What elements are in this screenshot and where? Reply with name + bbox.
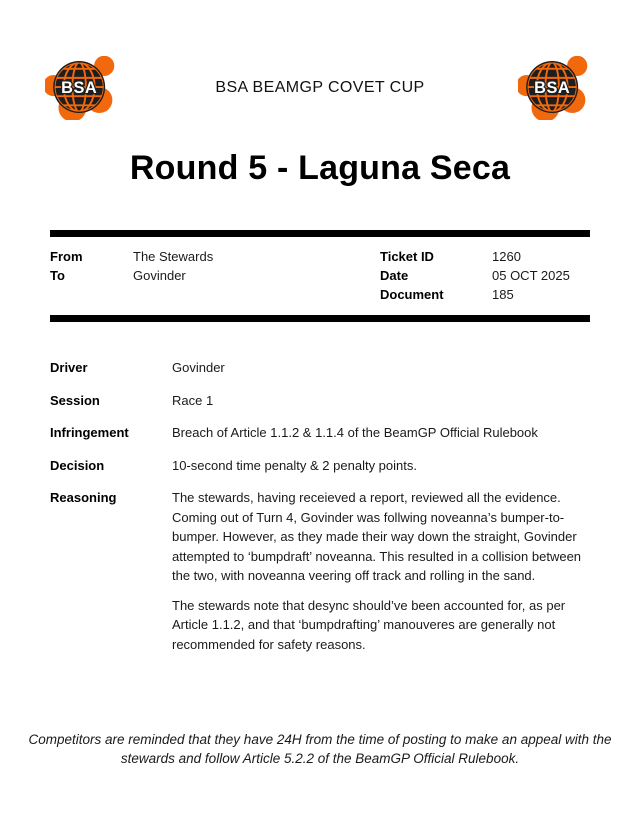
session-text: Race 1: [172, 392, 214, 408]
document-label: Document: [380, 287, 444, 302]
decision-value: [172, 456, 590, 476]
bsa-logo-right: [518, 56, 595, 120]
detail-row-infringement: [50, 423, 590, 443]
to-label: To: [50, 268, 65, 283]
appeal-notice: Competitors are reminded that they have 24H from the time of posting to make an appeal with the stewards and follow Article 5.2.2 of the BeamGP Official Rulebook.: [28, 732, 612, 766]
infringement-text: Breach of Article 1.1.2 & 1.1.4 of the BeamGP Official Rulebook: [172, 425, 538, 440]
ticket-id-label: Ticket ID: [380, 249, 434, 264]
date-value: 05 OCT 2025: [492, 268, 570, 283]
meta-row-to: [50, 266, 380, 285]
meta-row-from: [50, 247, 380, 266]
to-value: Govinder: [133, 268, 186, 283]
infringement-value: [172, 423, 590, 443]
decision-label: Decision: [50, 457, 105, 473]
reasoning-label: Reasoning: [50, 490, 117, 505]
infringement-label: Infringement: [50, 425, 129, 440]
session-value: [172, 391, 590, 411]
detail-row-driver: [50, 358, 590, 378]
decision-details: [50, 358, 590, 654]
detail-row-decision: [50, 456, 590, 476]
detail-row-reasoning: [50, 488, 590, 654]
meta-block: [50, 230, 590, 322]
meta-row-document: [380, 285, 590, 304]
document-value: 185: [492, 287, 514, 302]
competition-name: BSA BEAMGP COVET CUP: [215, 79, 425, 96]
session-label: Session: [50, 392, 100, 408]
reasoning-paragraph-2: The stewards note that desync should’ve been accounted for, as per Article 1.1.2, and that ‘bumpdrafting’ manouveres are generally not recommended for safety reasons.: [172, 597, 566, 652]
bsa-logo-left: [45, 56, 122, 120]
masthead: [45, 56, 595, 120]
detail-row-session: [50, 391, 590, 411]
reasoning-value: [172, 488, 590, 654]
from-value: The Stewards: [133, 249, 214, 264]
decision-text: 10-second time penalty & 2 penalty points.: [172, 457, 417, 473]
meta-row-date: [380, 266, 590, 285]
date-label: Date: [380, 268, 409, 283]
logo-text: BSA: [61, 78, 98, 97]
meta-right-column: [380, 247, 590, 304]
driver-text: Govinder: [172, 360, 225, 375]
driver-value: [172, 358, 590, 378]
reasoning-paragraph-1: The stewards, having receieved a report, reviewed all the evidence. Coming out of Turn 4, Govinder was follwing noveanna’s bumper-to-bumper. However, as they made their way down the straight, Govinder attempted to ‘bumpdraft’ noveanna. This resulted in a collision between the two, with noveanna veering off track and rolling in the sand.: [172, 490, 582, 583]
page-title: Round 5 - Laguna Seca: [129, 149, 511, 187]
meta-row-ticket-id: [380, 247, 590, 266]
driver-label: Driver: [50, 360, 88, 375]
ticket-id-value: 1260: [492, 249, 521, 264]
logo-text: BSA: [534, 78, 571, 97]
meta-left-column: [50, 247, 380, 304]
from-label: From: [50, 249, 83, 264]
